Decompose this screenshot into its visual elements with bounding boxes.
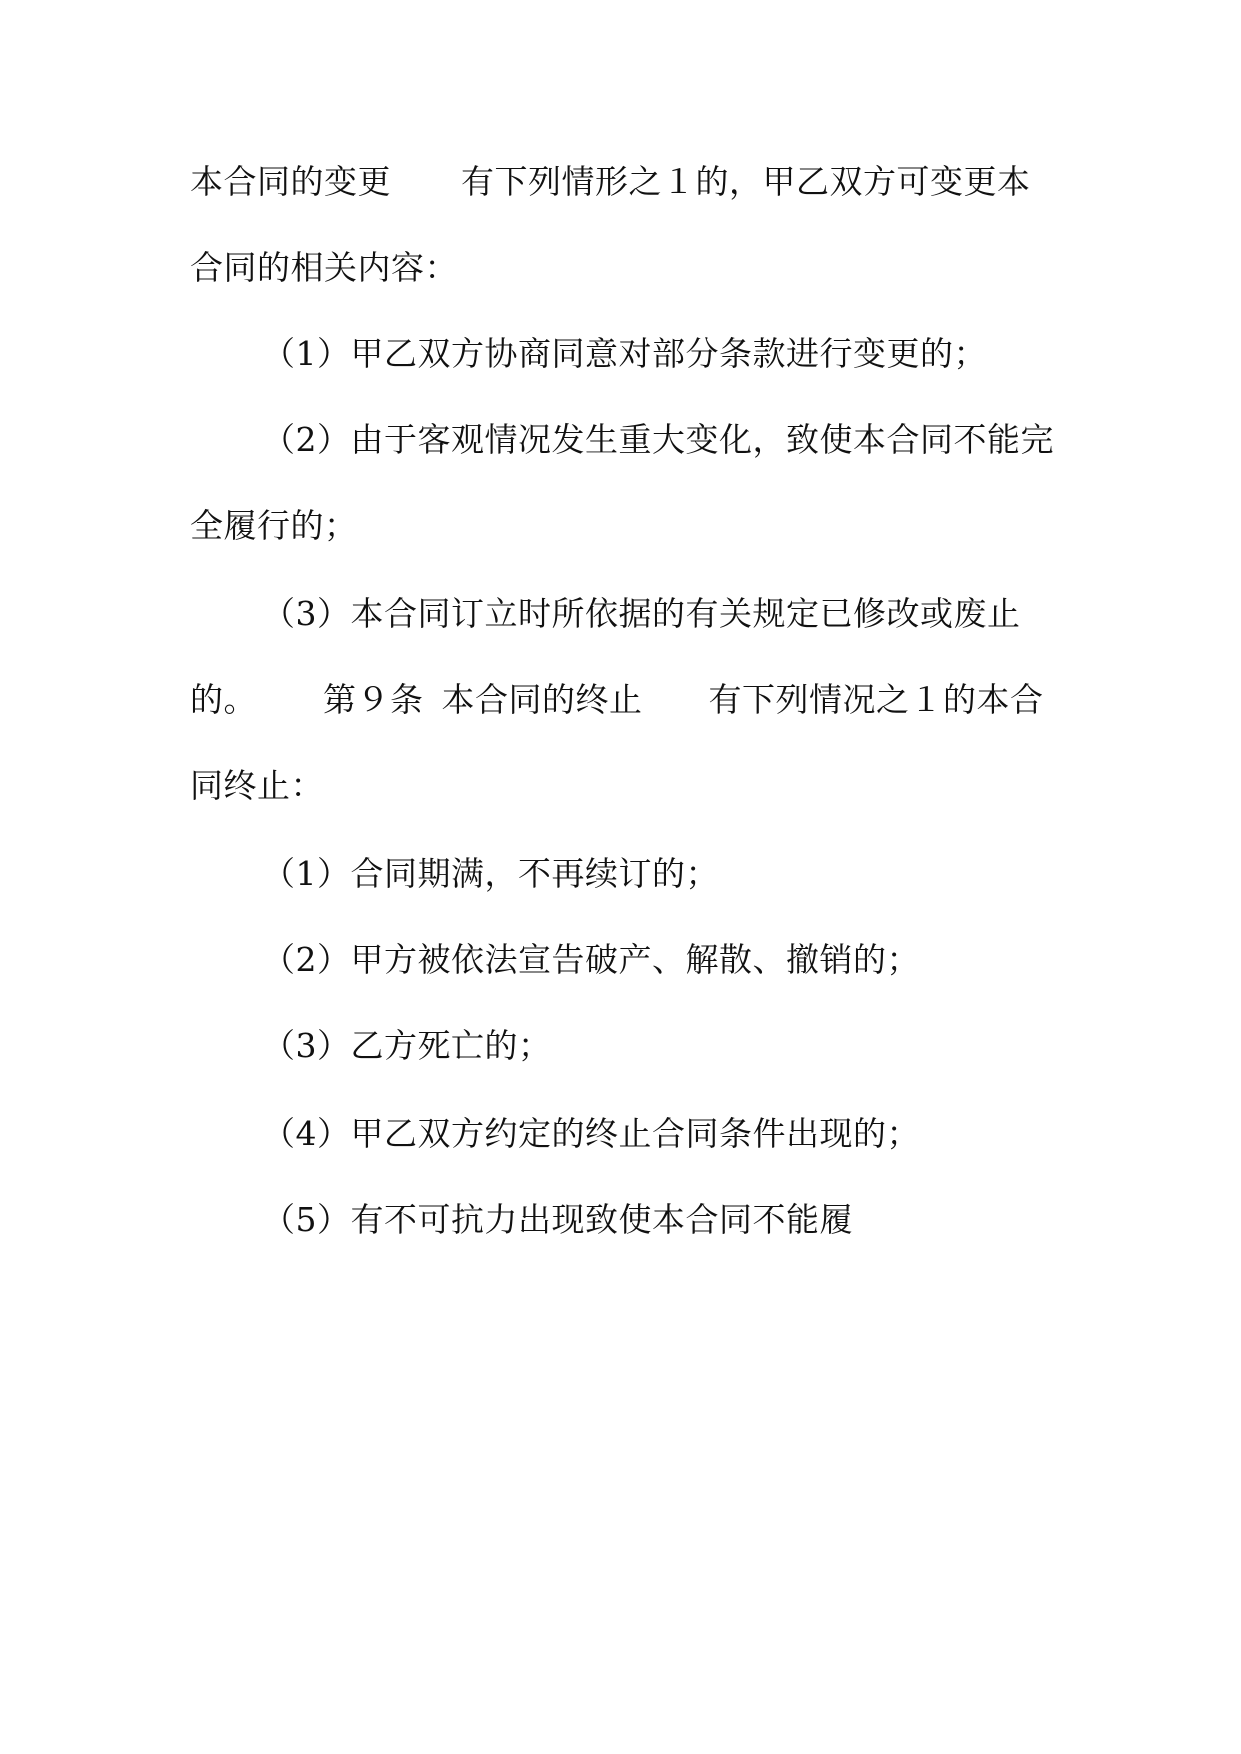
text-line-7 [190, 680, 1044, 720]
text-line-5 [190, 506, 358, 546]
text-segment: （3）乙方死亡的； [262, 1026, 552, 1065]
text-segment: 的。 [190, 680, 257, 719]
text-line-6 [262, 594, 1021, 634]
text-line-11 [262, 1026, 552, 1066]
text-segment: （1）甲乙双方协商同意对部分条款进行变更的； [262, 334, 987, 373]
text-line-3 [262, 334, 987, 374]
text-segment: 有下列情况之１的本合 [708, 680, 1044, 719]
text-segment: （4）甲乙双方约定的终止合同条件出现的； [262, 1114, 920, 1153]
text-line-8 [190, 766, 324, 806]
text-segment: （2）由于客观情况发生重大变化，致使本合同不能完 [262, 420, 1054, 459]
text-segment: 本合同的变更 [190, 162, 391, 201]
text-segment: （3）本合同订立时所依据的有关规定已修改或废止 [262, 594, 1021, 633]
text-line-4 [262, 420, 1054, 460]
text-segment: （5）有不可抗力出现致使本合同不能履 [262, 1200, 853, 1239]
text-line-13 [262, 1200, 853, 1240]
text-line-2 [190, 248, 458, 288]
text-line-1 [190, 162, 1031, 202]
text-segment: （1）合同期满，不再续订的； [262, 854, 719, 893]
text-segment: 第９条 [323, 680, 424, 719]
text-line-12 [262, 1114, 920, 1154]
text-segment: 有下列情形之１的，甲乙双方可变更本 [461, 162, 1031, 201]
text-line-9 [262, 854, 719, 894]
text-segment: 本合同的终止 [441, 680, 643, 719]
text-segment: 同终止： [190, 766, 324, 805]
text-segment: 全履行的； [190, 506, 358, 545]
text-segment: （2）甲方被依法宣告破产、解散、撤销的； [262, 940, 920, 979]
text-segment: 合同的相关内容： [190, 248, 458, 287]
text-line-10 [262, 940, 920, 980]
